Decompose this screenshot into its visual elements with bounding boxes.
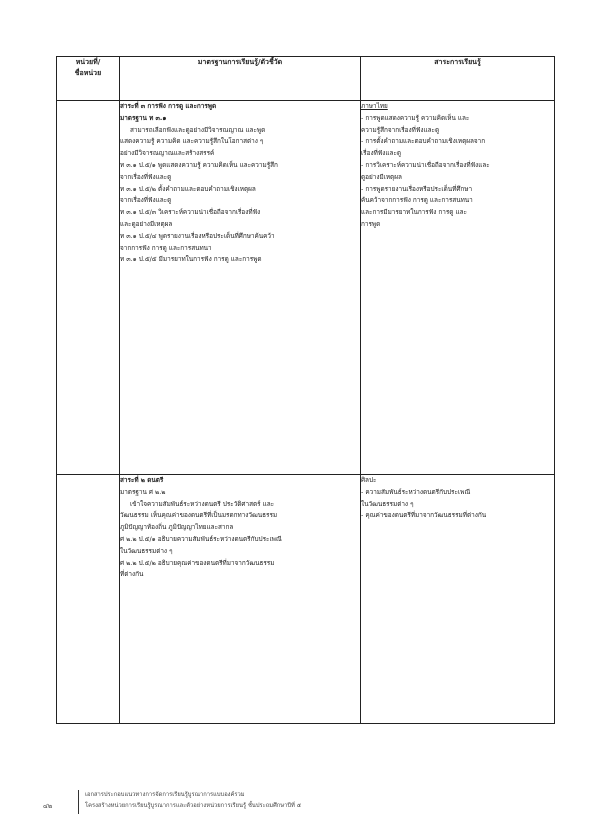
text-line: เรื่องที่ฟังและดู [361,149,402,158]
text-line: การพูด [361,219,381,228]
text-line: ท ๓.๑ ป.๕/๓ วิเคราะห์ความน่าเชื่อถือจากเรื่องที่ฟัง [120,208,261,217]
text-line: - ความสัมพันธ์ระหว่างดนตรีกับประเพณี [361,487,471,496]
content-cell [361,101,555,475]
curriculum-table [56,56,555,724]
page-footer [40,788,540,818]
text-line: ภูมิปัญญาท้องถิ่น ภูมิปัญญาไทยและสากล [120,523,234,532]
header-unit-line2: ชื่อหน่วย [74,69,102,77]
text-line: จากเรื่องที่ฟังและดู [120,196,172,205]
table-header-row [57,57,555,101]
text-line: - การพูดรายงานเรื่องหรือประเด็นที่ศึกษา [361,184,473,193]
content-lines [361,475,554,522]
text-line: จากเรื่องที่ฟังและดู [120,172,172,181]
unit-cell [57,475,120,724]
content-cell [361,475,555,724]
standards-lines [120,101,360,266]
text-line: ท ๓.๑ ป.๕/๕ มีมารยาทในการฟัง การดู และการพูด [120,255,262,264]
text-line: ท ๓.๑ ป.๕/๒ ตั้งคำถามและตอบคำถามเชิงเหตุผล [120,184,256,193]
text-line: และดูอย่างมีเหตุผล [120,219,173,228]
text-line: ดูอย่างมีเหตุผล [361,172,402,181]
standards-lines [120,475,360,581]
table-row [57,475,555,724]
page-number: ๔๒ [43,802,53,810]
text-line: อย่างมีวิจารณญาณและสร้างสรรค์ [120,149,215,158]
footer-line-2: โครงสร้างหน่วยการเรียนรู้บูรณาการและตัวอย่างหน่วยการเรียนรู้ ชั้นประถมศึกษาปีที่ ๕ [85,803,302,809]
text-line: ท ๓.๑ ป.๕/๔ พูดรายงานเรื่องหรือประเด็นที่ศึกษาค้นคว้า [120,231,275,240]
text-line: ศ ๒.๒ ป.๕/๒ อธิบายคุณค่าของดนตรีที่มาจากวัฒนธรรม [120,558,275,567]
content-lines [361,101,554,231]
text-line: ศ ๒.๒ ป.๕/๑ อธิบายความสัมพันธ์ระหว่างดนตรีกับประเพณี [120,534,282,543]
footer-divider [78,790,79,814]
text-line: สามารถเลือกฟังและดูอย่างมีวิจารณญาณ และพูด [130,125,266,134]
text-line: ในวัฒนธรรมต่าง ๆ [361,499,414,508]
text-line: ความรู้สึกจากเรื่องที่ฟังและดู [361,125,440,134]
text-line: - การวิเคราะห์ความน่าเชื่อถือจากเรื่องที่ฟังและ [361,160,490,169]
text-line: สาระที่ ๓ การฟัง การดู และการพูด [120,102,217,110]
text-line: ที่ต่างกัน [120,570,144,579]
standards-cell [120,101,361,475]
text-line: ภาษาไทย [361,102,388,110]
text-line: วัฒนธรรม เห็นคุณค่าของดนตรีที่เป็นมรดกทางวัฒนธรรม [120,511,278,520]
footer-line-1: เอกสารประกอบแนวทางการจัดการเรียนรู้บูรณาการแบบองค์รวม [85,792,245,798]
header-standards: มาตรฐานการเรียนรู้/ตัวชี้วัด [120,57,361,101]
text-line: ค้นคว้าจากการฟัง การดู และการสนทนา [361,196,473,205]
text-line: จากการฟัง การดู และการสนทนา [120,243,212,252]
text-line: และการมีมารยาทในการฟัง การดู และ [361,208,467,217]
header-unit-line1: หน่วยที่/ [75,58,101,66]
text-line: มาตรฐาน ศ ๒.๒ [120,487,166,496]
text-line: ท ๓.๑ ป.๕/๑ พูดแสดงความรู้ ความคิดเห็น และความรู้สึก [120,160,278,169]
table-row [57,101,555,475]
text-line: ในวัฒนธรรมต่าง ๆ [120,546,173,555]
text-line: แสดงความรู้ ความคิด และความรู้สึกในโอกาสต่าง ๆ [120,137,264,146]
text-line: สาระที่ ๒ ดนตรี [120,476,164,484]
text-line: - การตั้งคำถามและตอบคำถามเชิงเหตุผลจาก [361,137,486,146]
unit-cell [57,101,120,475]
text-line: เข้าใจความสัมพันธ์ระหว่างดนตรี ประวัติศาสตร์ และ [130,499,275,508]
text-line: ศิลปะ [361,476,377,484]
text-line: - การพูดแสดงความรู้ ความคิดเห็น และ [361,113,470,122]
header-unit [57,57,120,101]
standards-cell [120,475,361,724]
text-line: มาตรฐาน ท ๓.๑ [120,113,167,122]
text-line: - คุณค่าของดนตรีที่มาจากวัฒนธรรมที่ต่างกัน [361,511,487,520]
header-content: สาระการเรียนรู้ [361,57,555,101]
